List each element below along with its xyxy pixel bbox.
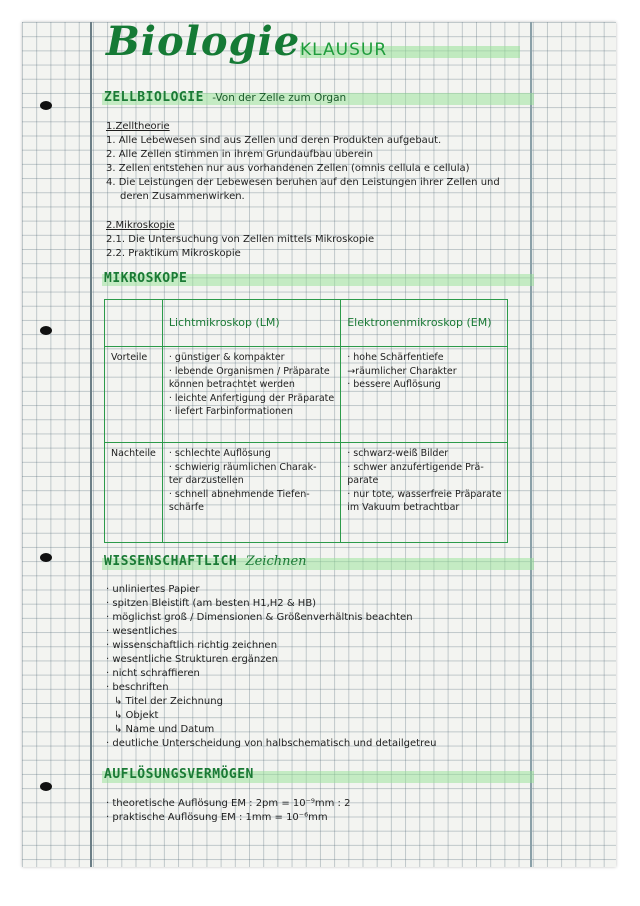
heading-script-text: Zeichnen [245, 554, 307, 569]
punch-hole [40, 326, 52, 335]
list-item: 3. Zellen entstehen nur aus vorhandenen Zellen (omnis cellula e cellula) [106, 163, 470, 174]
row-label: Vorteile [105, 347, 163, 443]
list-subitem: ↳ Titel der Zeichnung [114, 696, 223, 707]
punch-hole [40, 782, 52, 791]
table-header-row [105, 300, 508, 347]
heading-text: ZELLBIOLOGIE [104, 90, 204, 105]
cell-line: · schwarz-weiß Bilder [347, 448, 449, 459]
page-title: Biologie [106, 18, 301, 65]
cell-line: · schnell abnehmende Tiefen- [168, 488, 310, 500]
list-subitem: ↳ Objekt [114, 710, 159, 721]
table-row [105, 443, 508, 543]
list-item: deren Zusammenwirken. [120, 191, 245, 202]
heading-text: WISSENSCHAFTLICH [104, 554, 238, 569]
table-cell [162, 347, 340, 443]
section-heading-mikroskope: MIKROSKOPE [104, 271, 188, 286]
list-item: · theoretische Auflösung EM : 2pm = 10⁻⁹mm : 2 [106, 798, 351, 809]
cell-line: · nur tote, wasserfreie Präparate [347, 488, 502, 500]
list-item: · unliniertes Papier [106, 584, 200, 595]
cell-line: parate [347, 475, 379, 486]
cell-line: · leichte Anfertigung der Präparate [168, 392, 335, 404]
cell-line: · bessere Auflösung [347, 379, 441, 390]
list-item: · beschriften [106, 682, 169, 693]
cell-line: im Vakuum betrachtbar [347, 502, 460, 513]
list-item: · wesentliche Strukturen ergänzen [106, 654, 279, 665]
cell-line: · schwierig räumlichen Charak- [168, 461, 317, 473]
column-header-em: Elektronenmikroskop (EM) [341, 300, 508, 347]
list-item: · praktische Auflösung EM : 1mm = 10⁻⁶mm [106, 812, 328, 823]
cell-line: →räumlicher Charakter [347, 365, 457, 377]
margin-line [90, 22, 92, 867]
cell-line: · günstiger & kompakter [168, 352, 285, 363]
notebook-page [22, 18, 616, 867]
list-item: 2. Alle Zellen stimmen in ihrem Grundaufbau überein [106, 149, 373, 160]
cell-line: schärfe [168, 502, 204, 513]
list-item: · wesentliches [106, 626, 178, 637]
section-heading-aufloesung: AUFLÖSUNGSVERMÖGEN [104, 767, 254, 782]
table-cell [341, 443, 508, 543]
page-subtitle: KLAUSUR [300, 40, 520, 60]
table-corner-cell [105, 300, 163, 347]
right-margin-line [530, 22, 532, 867]
cell-line: · schlechte Auflösung [168, 448, 271, 459]
list-item: · möglichst groß / Dimensionen & Größenverhältnis beachten [106, 612, 413, 623]
list-item: · nicht schraffieren [106, 668, 200, 679]
cell-line: · hohe Schärfentiefe [347, 352, 444, 363]
list-item: 4. Die Leistungen der Lebewesen beruhen auf den Leistungen ihrer Zellen und [106, 177, 500, 188]
list-item: 1. Alle Lebewesen sind aus Zellen und deren Produkten aufgebaut. [106, 135, 442, 146]
list-subitem: ↳ Name und Datum [114, 724, 215, 735]
cell-line: · schwer anzufertigende Prä- [347, 461, 484, 473]
zelltheorie-title: 1.Zelltheorie [106, 121, 170, 132]
cell-line: · lebende Organismen / Präparate [168, 365, 330, 377]
punch-hole [40, 553, 52, 562]
section-heading-zellbiologie [104, 90, 346, 105]
mikroskopie-title: 2.Mikroskopie [106, 220, 175, 231]
list-item: · deutliche Unterscheidung von halbschematisch und detailgetreu [106, 738, 437, 749]
microscope-comparison-table [104, 299, 508, 543]
list-item: · spitzen Bleistift (am besten H1,H2 & HB) [106, 598, 317, 609]
list-item: 2.2. Praktikum Mikroskopie [106, 248, 241, 259]
table-cell [162, 443, 340, 543]
list-item: · wissenschaftlich richtig zeichnen [106, 640, 278, 651]
row-label: Nachteile [105, 443, 163, 543]
table-row [105, 347, 508, 443]
heading-subtext: -Von der Zelle zum Organ [212, 92, 347, 104]
cell-line: · liefert Farbinformationen [168, 406, 293, 417]
punch-hole [40, 101, 52, 110]
cell-line: ter darzustellen [168, 475, 244, 486]
column-header-lm: Lichtmikroskop (LM) [162, 300, 340, 347]
table-cell [341, 347, 508, 443]
list-item: 2.1. Die Untersuchung von Zellen mittels Mikroskopie [106, 234, 375, 245]
cell-line: können betrachtet werden [168, 379, 295, 390]
section-heading-zeichnen [104, 554, 307, 569]
